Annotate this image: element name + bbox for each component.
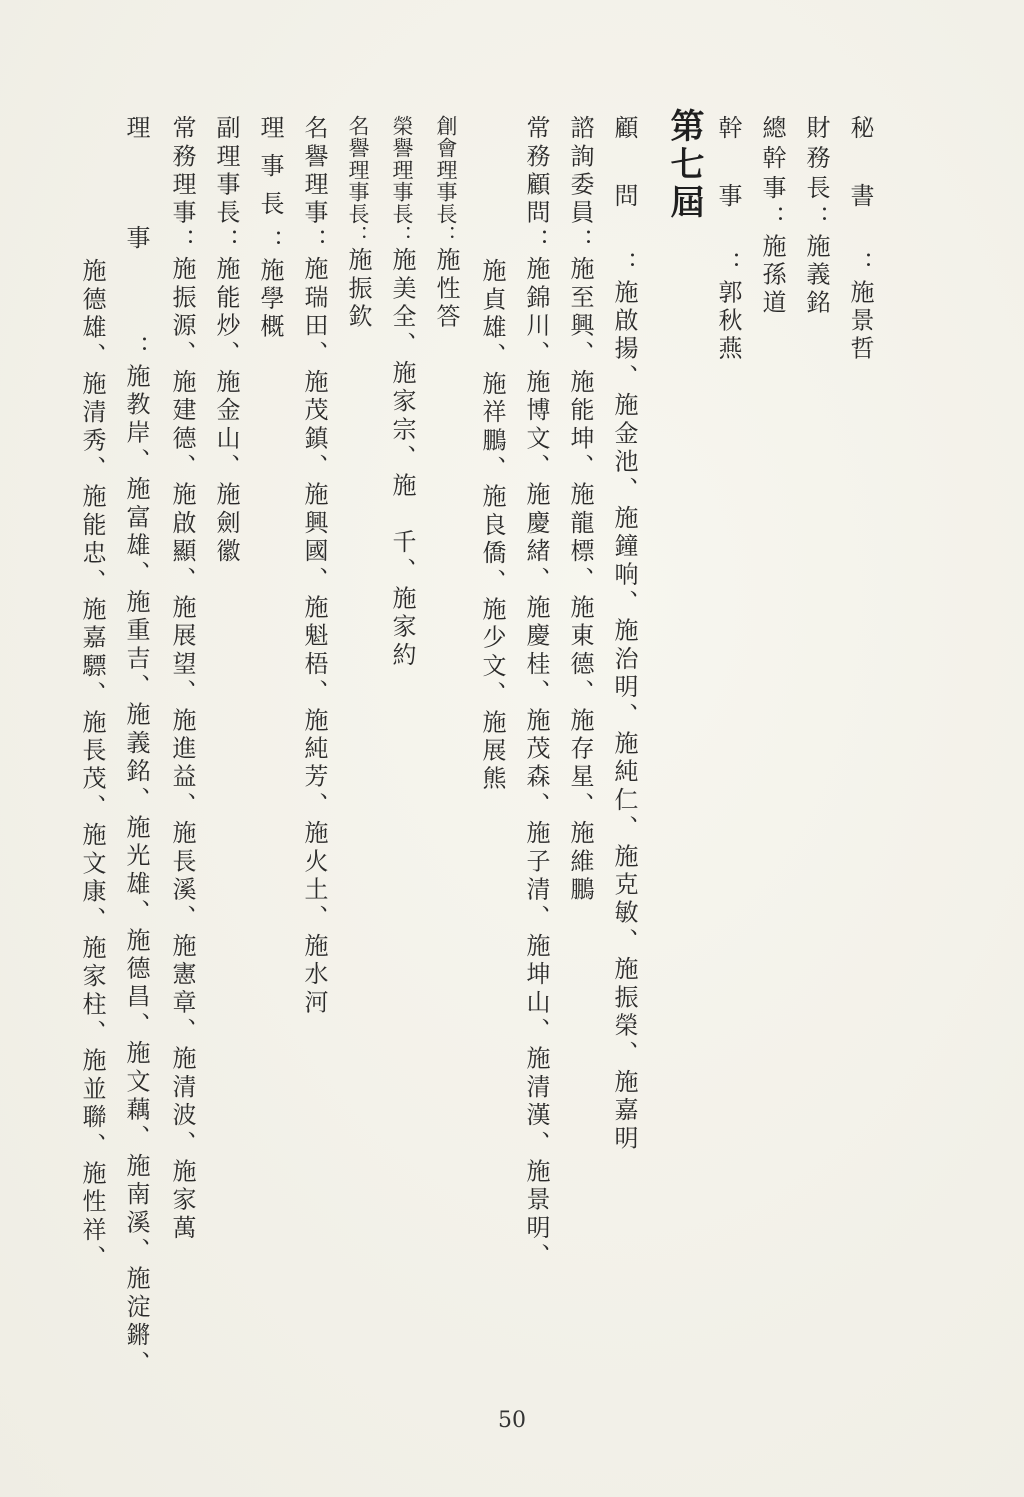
- board-line-honorary-directors: 名譽理事：施瑞田、施茂鎮、施興國、施魁梧、施純芳、施火土、施水河: [300, 115, 328, 1018]
- board-names: 施貞雄、施祥鵬、施良僑、施少文、施展熊: [478, 258, 506, 794]
- board-line-founding-chairman: 創會理事長：施性答: [432, 115, 460, 332]
- board-label: 理事長: [256, 115, 284, 229]
- officer-name: 郭秋燕: [714, 279, 742, 364]
- board-names: 施振源、施建德、施啟顯、施展望、施進益、施長溪、施憲章、施清波、施家萬: [168, 256, 196, 1244]
- board-names: 施能炒、施金山、施劍徽: [212, 256, 240, 567]
- board-label: 常務理事: [168, 115, 196, 228]
- officer-line-secretary: 秘書：施景哲: [846, 115, 874, 364]
- board-line-honorary-chairman: 榮譽理事長：施美全、施家宗、施 千、施家約: [388, 115, 416, 670]
- officer-label: 幹事: [714, 115, 742, 251]
- board-line-advisors: 顧問：施啟揚、施金池、施鐘响、施治明、施純仁、施克敏、施振榮、施嘉明: [610, 115, 638, 1154]
- board-names: 施啟揚、施金池、施鐘响、施治明、施純仁、施克敏、施振榮、施嘉明: [610, 279, 638, 1154]
- officer-name: 施景哲: [846, 279, 874, 364]
- officer-line-secretary-general: 總幹事：施孫道: [758, 115, 786, 318]
- officer-label: 秘書: [846, 115, 874, 251]
- board-label: 常務顧問: [522, 115, 550, 228]
- board-names: 施性答: [432, 247, 460, 332]
- board-line-directors-cont: [78, 258, 106, 1273]
- board-names: 施至興、施能坤、施龍標、施東德、施存星、施維鵬: [566, 256, 594, 905]
- board-names: 施德雄、施清秀、施能忠、施嘉驃、施長茂、施文康、施家柱、施並聯、施性祥、: [78, 258, 106, 1274]
- board-names: 施瑞田、施茂鎮、施興國、施魁梧、施純芳、施火土、施水河: [300, 256, 328, 1018]
- board-line-vice-chairman: 副理事長：施能炒、施金山、施劍徽: [212, 115, 240, 567]
- board-line-standing-directors: 常務理事：施振源、施建德、施啟顯、施展望、施進益、施長溪、施憲章、施清波、施家萬: [168, 115, 196, 1244]
- officer-label: 總幹事: [758, 115, 786, 205]
- board-line-honorary-chairman-2: 名譽理事長：施振欽: [344, 115, 372, 332]
- officer-line-clerk: 幹事：郭秋燕: [714, 115, 742, 364]
- officer-name: 施義銘: [802, 233, 830, 318]
- board-names: 施振欽: [344, 247, 372, 332]
- officer-line-treasurer: 財務長：施義銘: [802, 115, 830, 318]
- section-heading: 第七屆: [664, 108, 704, 222]
- board-line-standing-advisors: 常務顧問：施錦川、施博文、施慶緒、施慶桂、施茂森、施子清、施坤山、施清漢、施景明、: [522, 115, 550, 1272]
- board-label: 名譽理事長: [346, 115, 370, 225]
- board-label: 諮詢委員: [566, 115, 594, 228]
- page-number: 50: [498, 1408, 526, 1433]
- officer-label: 財務長: [802, 115, 830, 205]
- board-line-standing-advisors-cont: [478, 258, 506, 794]
- board-line-consultants: 諮詢委員：施至興、施能坤、施龍標、施東德、施存星、施維鵬: [566, 115, 594, 905]
- board-names: 施學概: [256, 257, 284, 342]
- board-names: 施錦川、施博文、施慶緒、施慶桂、施茂森、施子清、施坤山、施清漢、施景明、: [522, 256, 550, 1272]
- board-line-chairman: 理事長：施學概: [256, 115, 284, 342]
- board-names: 施教岸、施富雄、施重吉、施義銘、施光雄、施德昌、施文藕、施南溪、施淀鏘、: [122, 363, 150, 1379]
- board-label: 理事: [122, 115, 150, 335]
- board-label: 名譽理事: [300, 115, 328, 228]
- board-label: 顧問: [610, 115, 638, 251]
- board-label: 副理事長: [212, 115, 240, 228]
- board-label: 榮譽理事長: [390, 115, 414, 225]
- board-line-directors: 理事：施教岸、施富雄、施重吉、施義銘、施光雄、施德昌、施文藕、施南溪、施淀鏘、: [122, 115, 150, 1379]
- board-names: 施美全、施家宗、施 千、施家約: [388, 247, 416, 670]
- officer-name: 施孫道: [758, 233, 786, 318]
- board-label: 創會理事長: [434, 115, 458, 225]
